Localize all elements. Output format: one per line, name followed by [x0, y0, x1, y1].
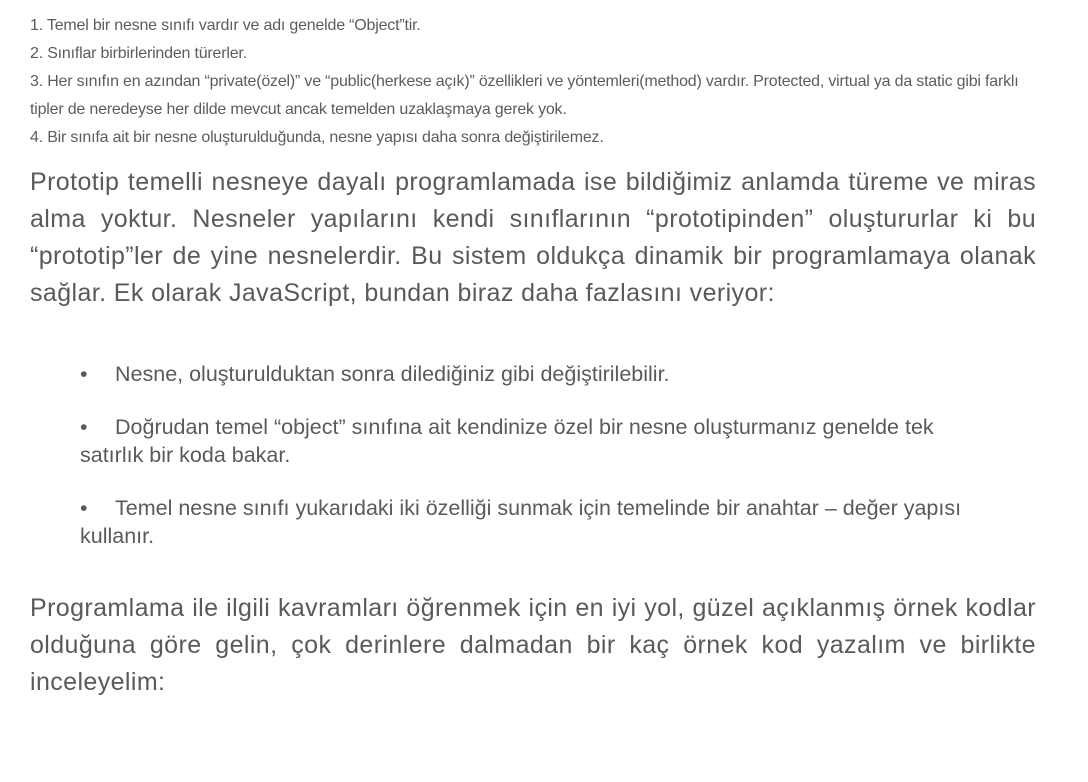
bullet-text: Doğrudan temel “object” sınıfına ait kendinize özel bir nesne oluşturmanız genelde tek satırlık bir koda bakar. [80, 415, 934, 467]
bullet-icon: • [80, 415, 88, 439]
numbered-list-item: 1. Temel bir nesne sınıfı vardır ve adı genelde “Object”tir. [30, 17, 421, 34]
article-body [30, 12, 1036, 701]
bullet-list-item [80, 360, 1000, 388]
bullet-list [30, 360, 1036, 550]
numbered-list [30, 12, 1036, 152]
bullet-list-item [80, 413, 1000, 469]
numbered-list-item: 4. Bir sınıfa ait bir nesne oluşturulduğunda, nesne yapısı daha sonra değiştirilemez. [30, 129, 604, 146]
bullet-icon: • [80, 362, 88, 386]
bullet-text: Temel nesne sınıfı yukarıdaki iki özelliği sunmak için temelinde bir anahtar – değer yapısı kullanır. [80, 496, 962, 548]
closing-paragraph: Programlama ile ilgili kavramları öğrenmek için en iyi yol, güzel açıklanmış örnek kodlar olduğuna göre gelin, çok derinlere dalmadan bir kaç örnek kod yazalım ve birlikte inceleyelim: [30, 594, 1036, 696]
numbered-list-item: 3. Her sınıfın en azından “private(özel)” ve “public(herkese açık)” özellikleri ve yöntemleri(method) vardır. Protected, virtual ya da static gibi farklı tipler de neredeyse her dilde mevcut ancak temelden uzaklaşmaya gerek yok. [30, 73, 1019, 118]
bullet-list-item [80, 494, 1000, 550]
numbered-list-item: 2. Sınıflar birbirlerinden türerler. [30, 45, 247, 62]
prototype-paragraph: Prototip temelli nesneye dayalı programlamada ise bildiğimiz anlamda türeme ve miras alma yoktur. Nesneler yapılarını kendi sınıflarının “prototipinden” oluştururlar ki bu “prototip”ler de yine nesnelerdir. Bu sistem oldukça dinamik bir programlamaya olanak sağlar. Ek olarak JavaScript, bundan biraz daha fazlasını veriyor: [30, 168, 1036, 307]
bullet-icon: • [80, 496, 88, 520]
bullet-text: Nesne, oluşturulduktan sonra dilediğiniz gibi değiştirilebilir. [115, 362, 670, 386]
